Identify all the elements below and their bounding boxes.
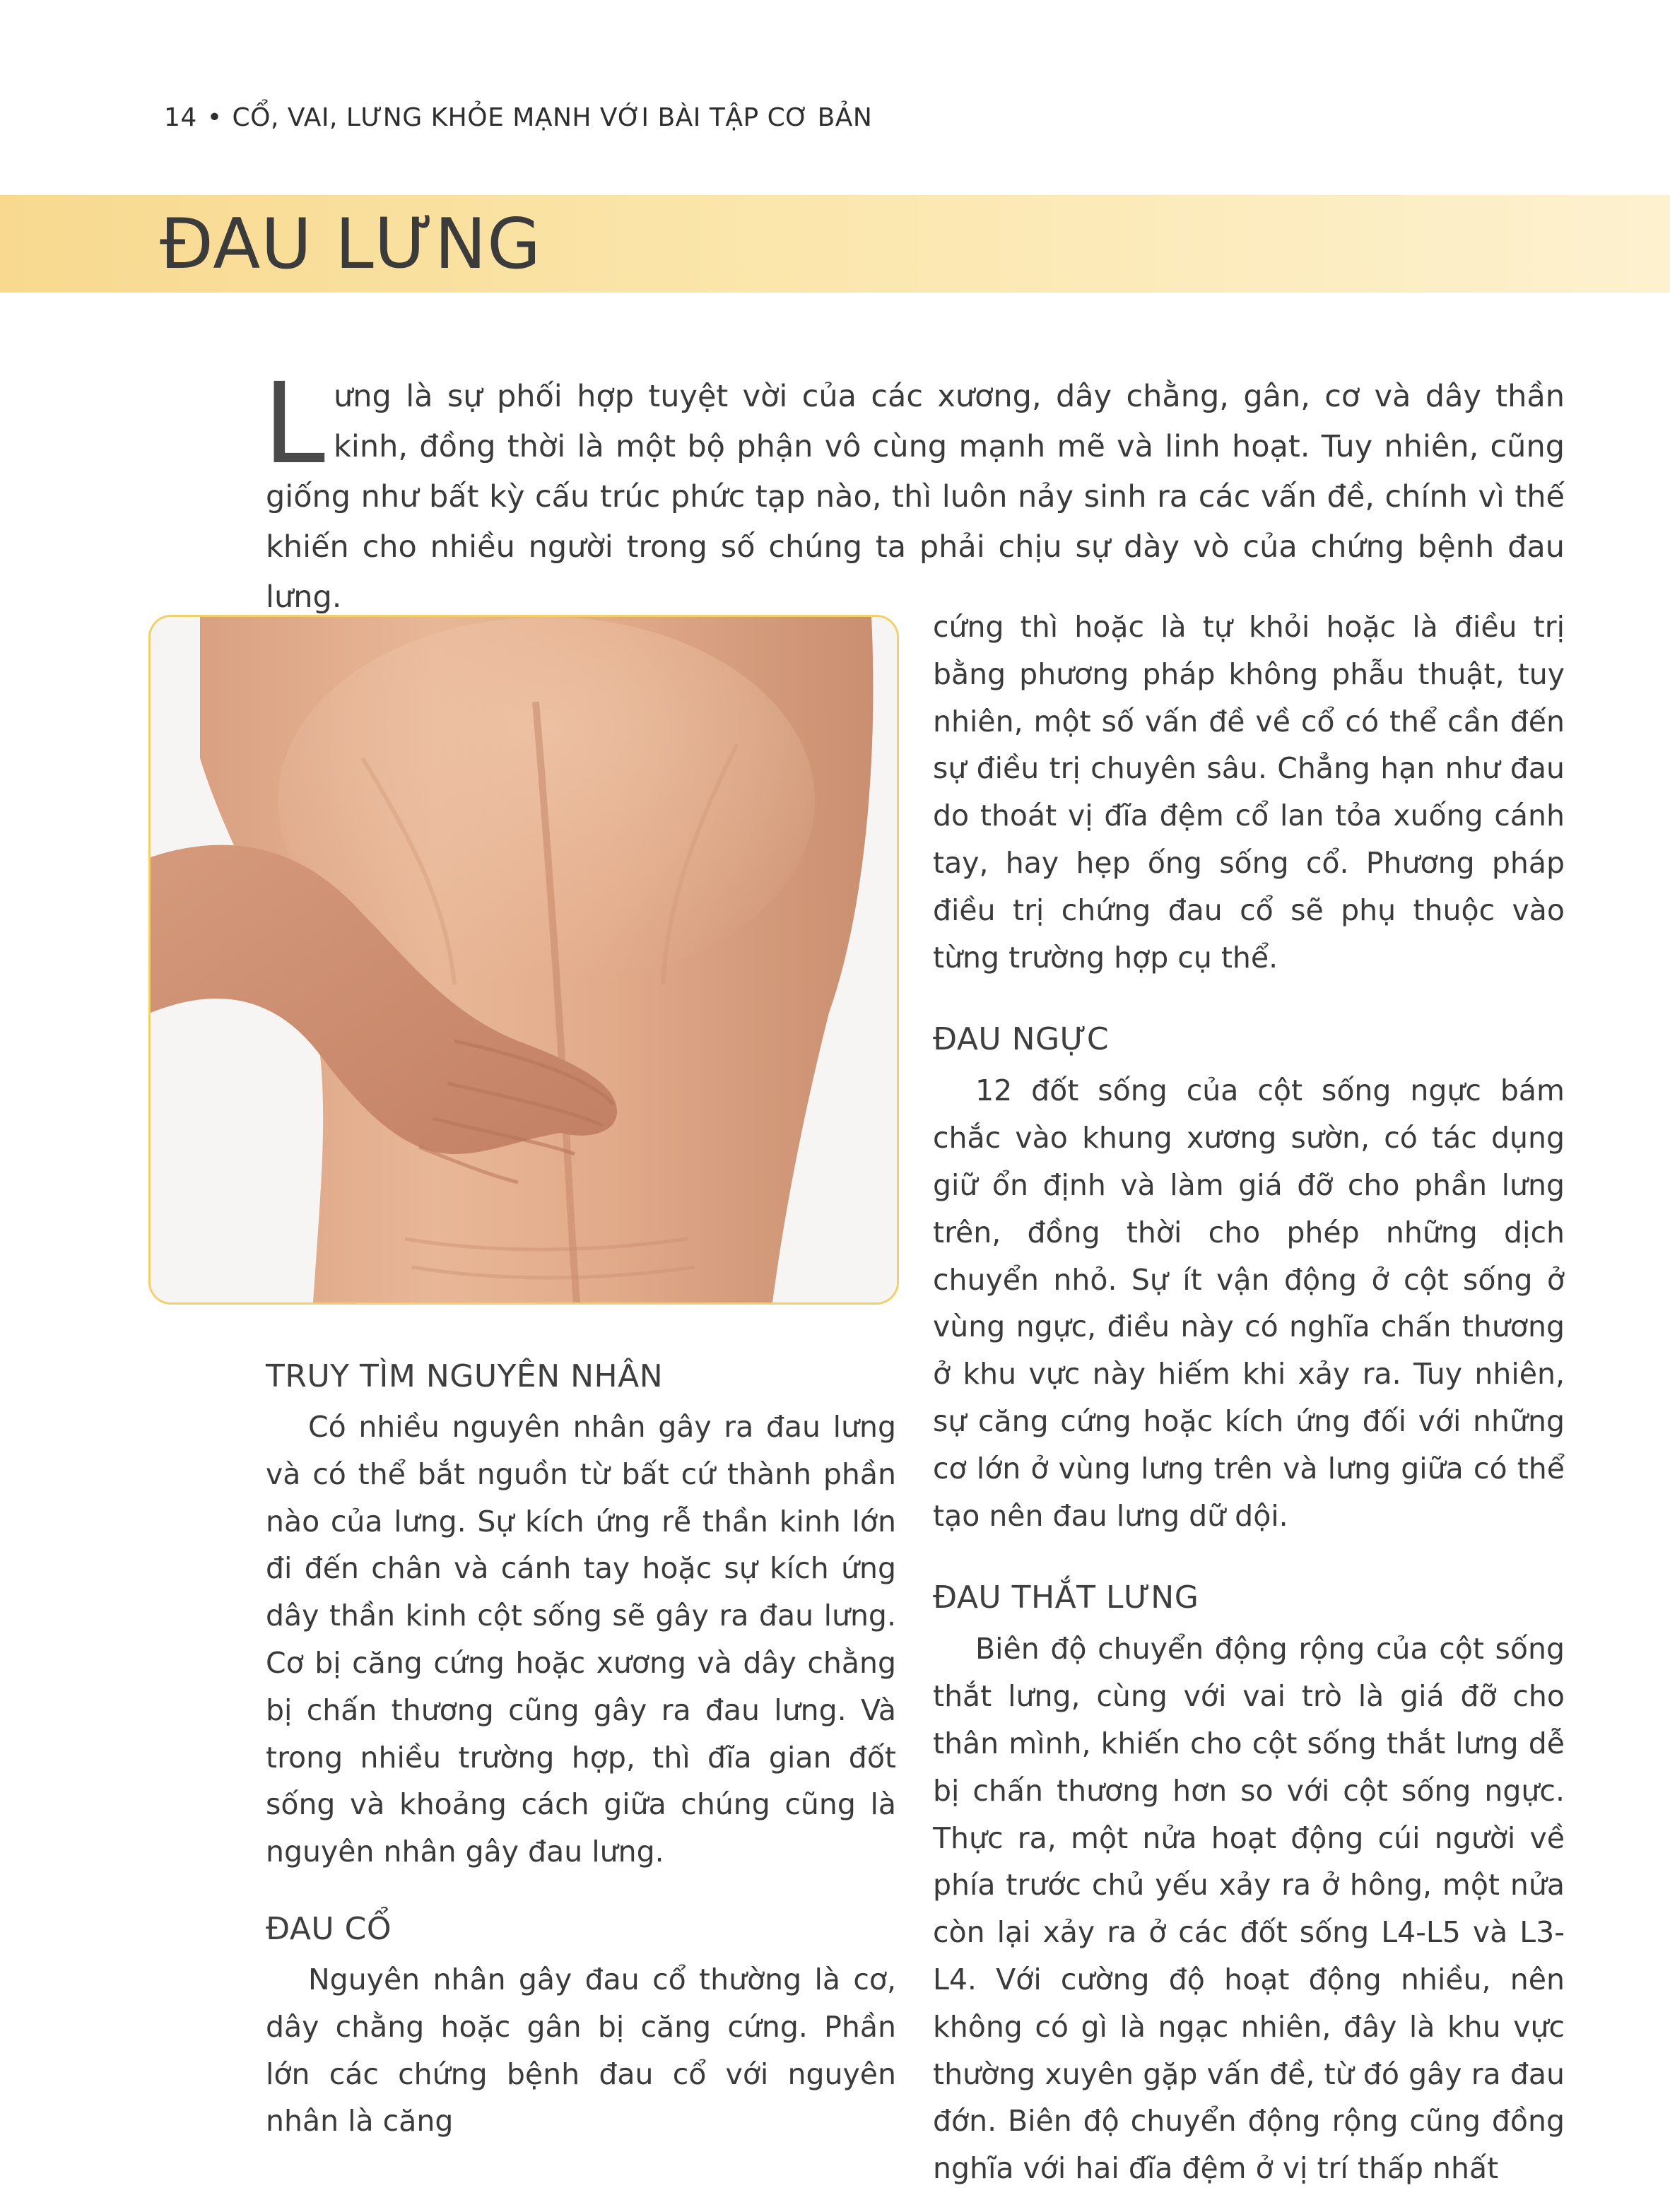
- neck-paragraph-part1: Nguyên nhân gây đau cổ thường là cơ, dây chằng hoặc gân bị căng cứng. Phần lớn các chứng bệnh đau cổ với nguyên nhân là căng: [266, 1962, 896, 2139]
- back-pain-photo: [148, 615, 899, 1305]
- chest-paragraph: 12 đốt sống của cột sống ngực bám chắc vào khung xương sườn, có tác dụng giữ ổn định và làm giá đỡ cho phần lưng trên, đồng thời cho phép những dịch chuyển nhỏ. Sự ít vận động ở cột sống ở vùng ngực, điều này có nghĩa chấn thương ở khu vực này hiếm khi xảy ra. Tuy nhiên, sự căng cứng hoặc kích ứng đối với những cơ lớn ở vùng lưng trên và lưng giữa có thể tạo nên đau lưng dữ dội.: [933, 1073, 1565, 1533]
- book-title: CỔ, VAI, LƯNG KHỎE MẠNH VỚI BÀI TẬP CƠ BẢN: [232, 103, 873, 132]
- back-pain-illustration: [151, 617, 897, 1302]
- intro-text: ưng là sự phối hợp tuyệt vời của các xương, dây chằng, gân, cơ và dây thần kinh, đồng thời là một bộ phận vô cùng mạnh mẽ và linh hoạt. Tuy nhiên, cũng giống như bất kỳ cấu trúc phức tạp nào, thì luôn nảy sinh ra các vấn đề, chính vì thế khiến cho nhiều người trong số chúng ta phải chịu sự dày vò của chứng bệnh đau lưng.: [266, 379, 1565, 615]
- page-number: 14: [164, 103, 197, 132]
- left-column: [266, 1350, 896, 2145]
- drop-cap: L: [263, 359, 326, 489]
- right-column: [933, 604, 1565, 2192]
- intro-paragraph: [263, 359, 1565, 623]
- heading-lumbar-pain: ĐAU THẮT LƯNG: [933, 1579, 1199, 1616]
- lumbar-paragraph: Biên độ chuyển động rộng của cột sống thắt lưng, cùng với vai trò là giá đỡ cho thân mình, khiến cho cột sống thắt lưng dễ bị chấn thương hơn so với cột sống ngực. Thực ra, một nửa hoạt động cúi người về phía trước chủ yếu xảy ra ở hông, một nửa còn lại xảy ra ở các đốt sống L4-L5 và L3-L4. Với cường độ hoạt động nhiều, nên không có gì là ngạc nhiên, đây là khu vực thường xuyên gặp vấn đề, từ đó gây ra đau đớn. Biên độ chuyển động rộng cũng đồng nghĩa với hai đĩa đệm ở vị trí thấp nhất: [933, 1632, 1565, 2186]
- running-header: [164, 103, 872, 132]
- neck-paragraph-part2: cứng thì hoặc là tự khỏi hoặc là điều trị bằng phương pháp không phẫu thuật, tuy nhiên, một số vấn đề về cổ có thể cần đến sự điều trị chuyên sâu. Chẳng hạn như đau do thoát vị đĩa đệm cổ lan tỏa xuống cánh tay, hay hẹp ống sống cổ. Phương pháp điều trị chứng đau cổ sẽ phụ thuộc vào từng trường hợp cụ thể.: [933, 610, 1565, 975]
- heading-neck-pain: ĐAU CỔ: [266, 1910, 392, 1947]
- heading-chest-pain: ĐAU NGỰC: [933, 1021, 1110, 1058]
- causes-paragraph: Có nhiều nguyên nhân gây ra đau lưng và có thể bắt nguồn từ bất cứ thành phần nào của lưng. Sự kích ứng rễ thần kinh lớn đi đến chân và cánh tay hoặc sự kích ứng dây thần kinh cột sống sẽ gây ra đau lưng. Cơ bị căng cứng hoặc xương và dây chằng bị chấn thương cũng gây ra đau lưng. Và trong nhiều trường hợp, thì đĩa gian đốt sống và khoảng cách giữa chúng cũng là nguyên nhân gây đau lưng.: [266, 1410, 896, 1869]
- page-title: ĐAU LƯNG: [160, 204, 542, 285]
- heading-causes: TRUY TÌM NGUYÊN NHÂN: [266, 1358, 664, 1394]
- header-separator: •: [206, 103, 223, 132]
